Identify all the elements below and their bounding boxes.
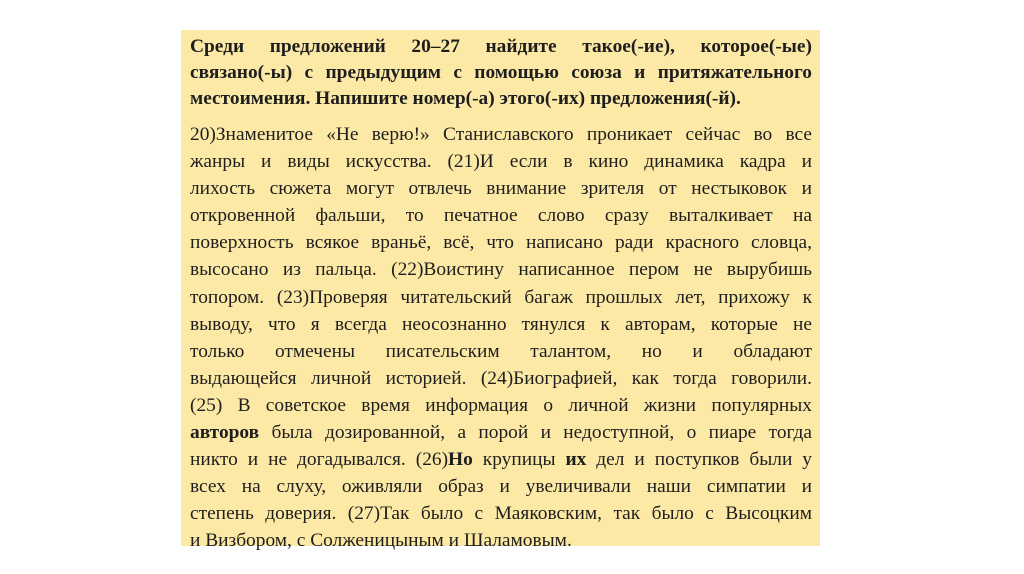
passage-line: выдающейся личной историей. (24)Биографией, как тогда говорили. [190, 367, 812, 389]
passage-line-middle: крупицы [472, 449, 566, 471]
question-line: связано(-ы) с предыдущим с помощью союза и притяжательного [190, 62, 812, 83]
passage-line-before: никто и не догадывался. (26) [190, 449, 449, 471]
passage-line: топором. (23)Проверяя читательский багаж прошлых лет, прихожу к [190, 286, 812, 308]
passage-line-after: дел и поступков были у [586, 449, 812, 471]
passage-line: 20)Знаменитое «Не верю!» Станиславского проникает сейчас во все [190, 124, 812, 145]
question-line: Среди предложений 20–27 найдите такое(-ие), которое(-ые) [190, 36, 812, 57]
passage-line: выводу, что я всегда неосознанно тянулся к авторам, которые не [190, 313, 812, 335]
passage-line: и Визбором, с Солженицыным и Шаламовым. [190, 530, 572, 552]
passage-line: всех на слуху, оживляли образ и увеличивали наши симпатии и [190, 476, 812, 498]
bold-word-no: Но [448, 449, 473, 471]
bold-word-avtorov: авторов [190, 422, 260, 444]
passage-line: степень доверия. (27)Так было с Маяковским, так было с Высоцким [190, 503, 812, 525]
passage-line: только отмечены писательским талантом, но и обладают [190, 340, 812, 362]
bold-word-ikh: их [565, 449, 587, 471]
passage-line: лихость сюжета могут отвлечь внимание зрителя от нестыковок и [190, 178, 812, 200]
passage-text [190, 121, 812, 555]
passage-line [190, 419, 812, 446]
passage-line: (25) В советское время информация о личной жизни популярных [190, 394, 812, 416]
question-line: местоимения. Напишите номер(-а) этого(-их) предложения(-й). [190, 88, 741, 109]
question-text [190, 34, 812, 112]
passage-line: высосано из пальца. (22)Воистину написанное пером не вырубишь [190, 259, 812, 281]
exercise-card [181, 30, 820, 552]
passage-line: поверхность всякое враньё, всё, что написано ради красного словца, [190, 232, 812, 254]
passage-line [190, 446, 812, 473]
passage-line-rest: была дозированной, а порой и недоступной, о пиаре тогда [259, 422, 812, 444]
passage-line: откровенной фальши, то печатное слово сразу выталкивает на [190, 205, 812, 227]
passage-line: жанры и виды искусства. (21)И если в кино динамика кадра и [190, 151, 812, 173]
